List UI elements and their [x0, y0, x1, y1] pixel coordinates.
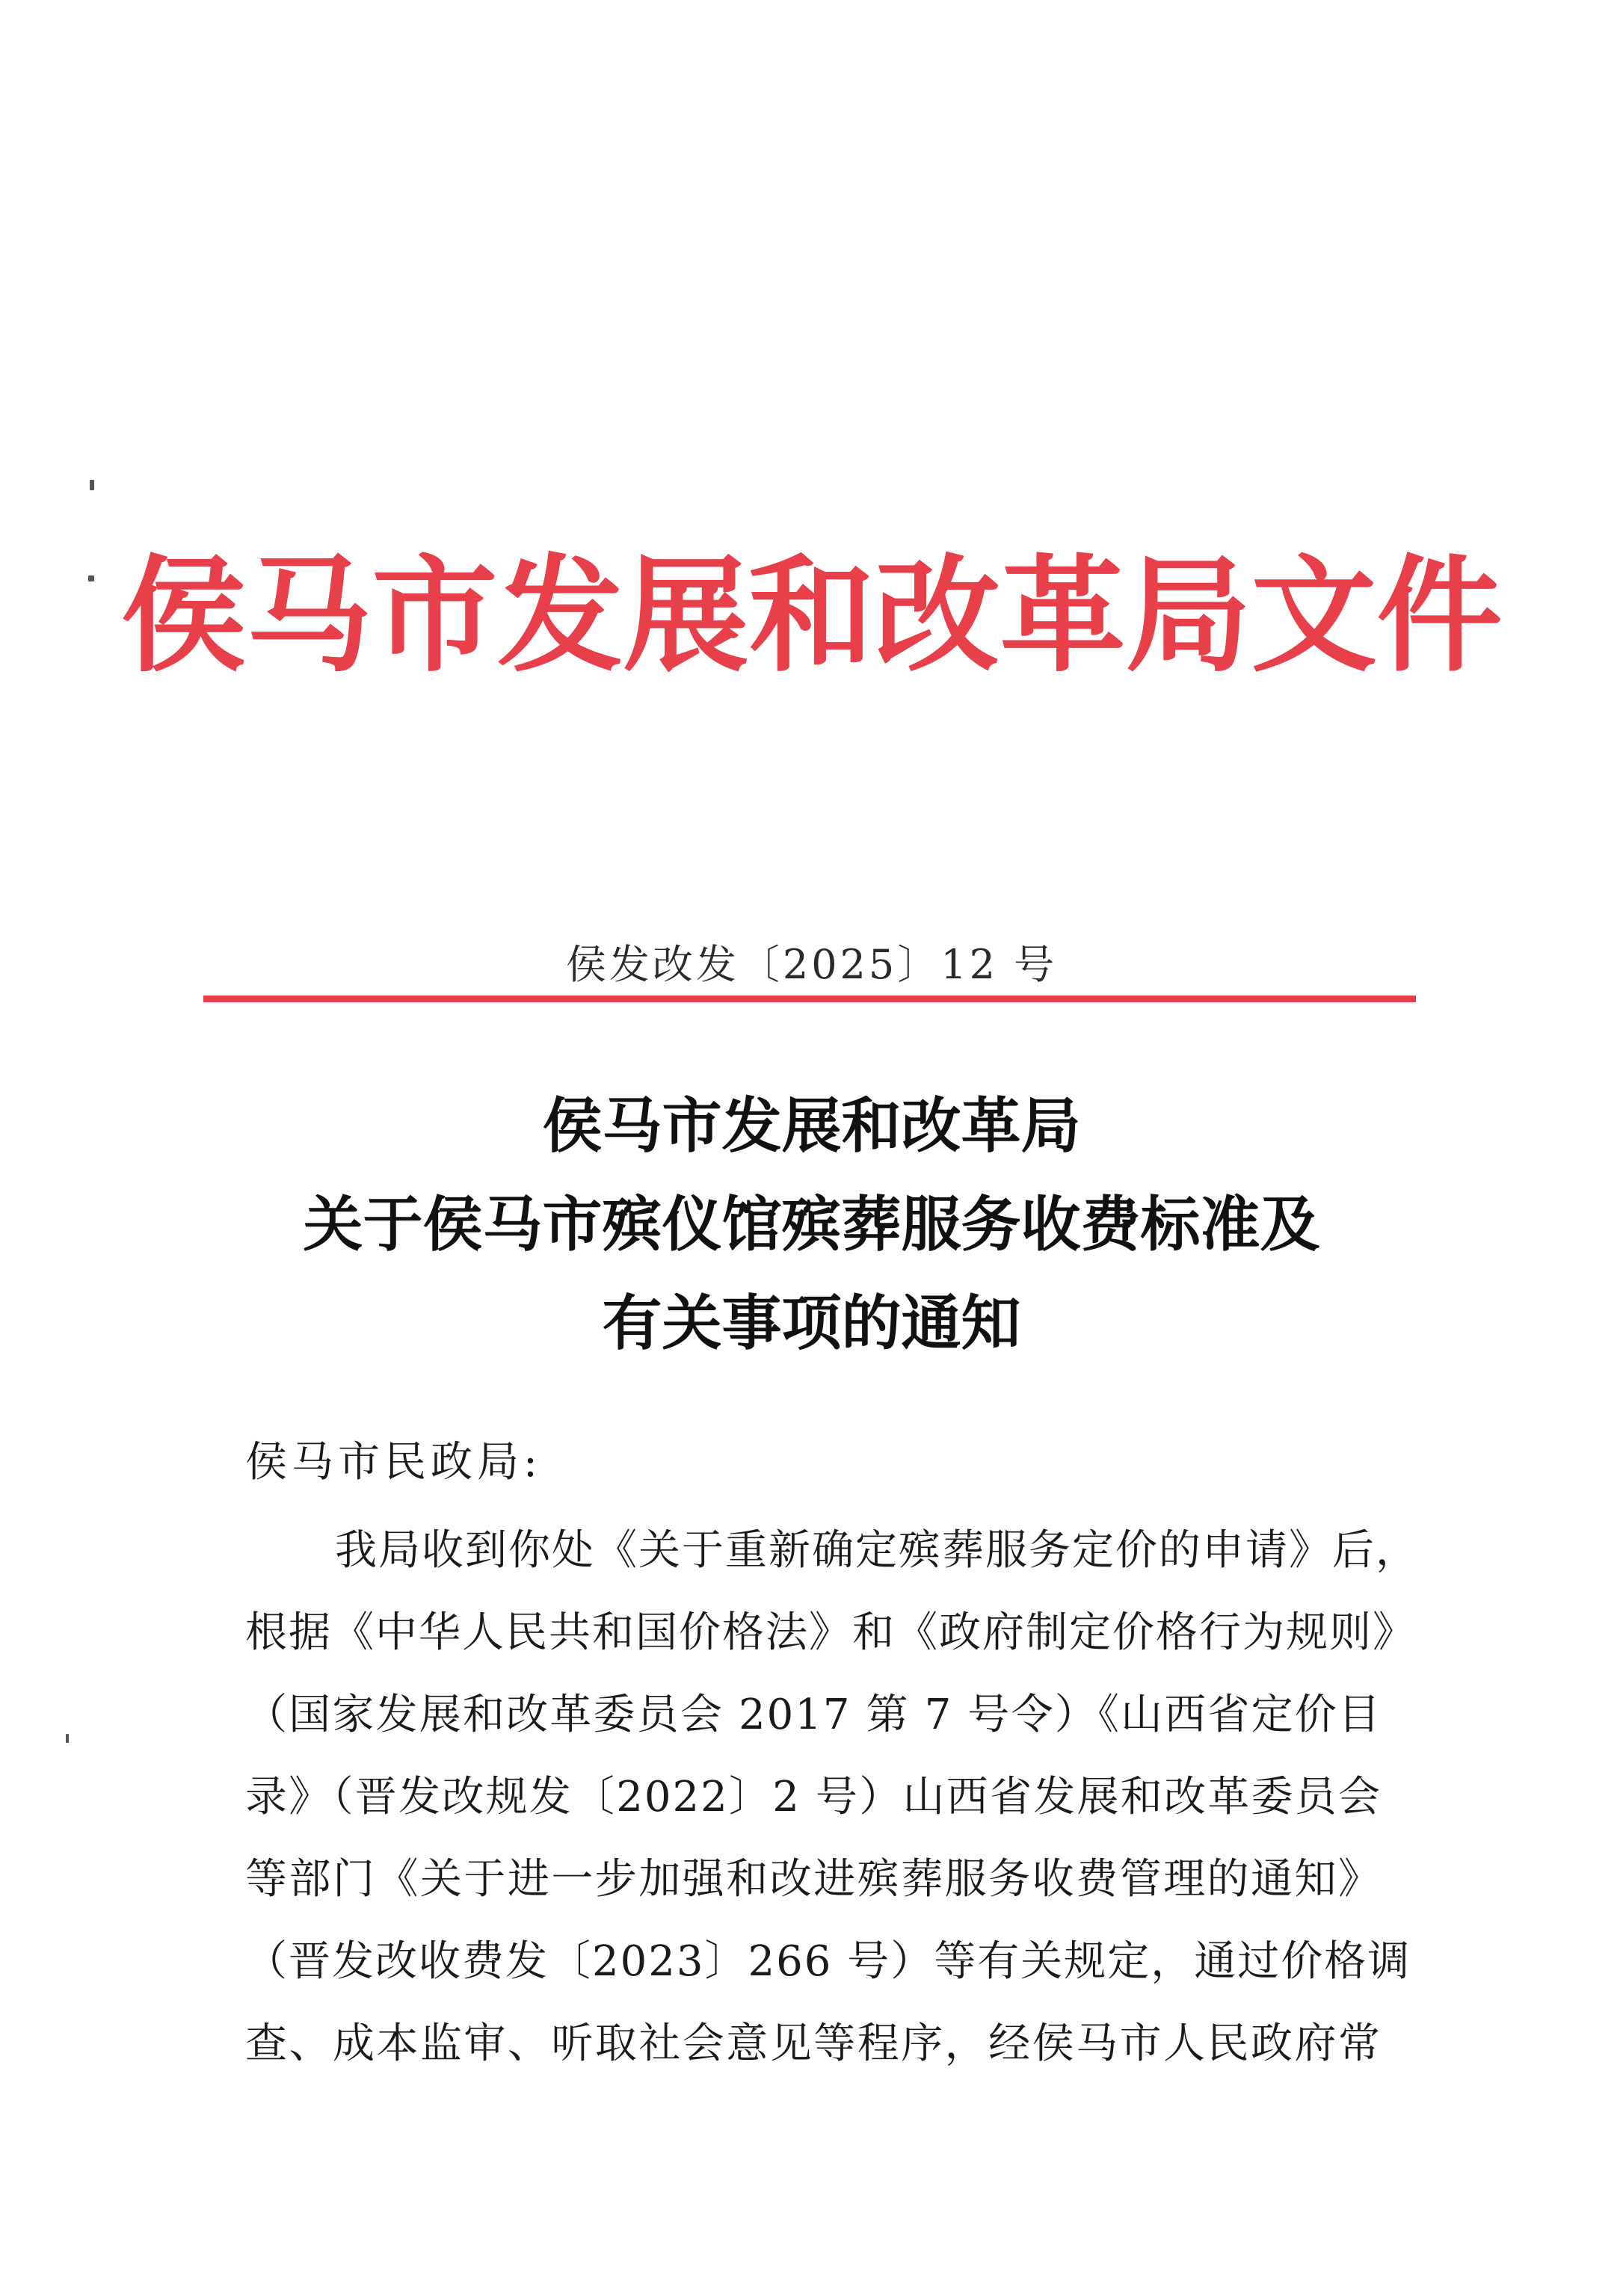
body-paragraph: [245, 1510, 1419, 2085]
masthead-title: 侯马市发展和改革局文件: [120, 543, 1503, 689]
scan-speck: [66, 1734, 69, 1743]
notice-title: [0, 1076, 1623, 1372]
body-line: 等部门《关于进一步加强和改进殡葬服务收费管理的通知》: [245, 1855, 1382, 1904]
body-line: 我局收到你处《关于重新确定殡葬服务定价的申请》后，: [335, 1526, 1419, 1575]
body-line: 录》（晋发改规发〔2022〕2 号）山西省发展和改革委员会: [245, 1773, 1382, 1821]
red-divider-rule: [203, 996, 1416, 1002]
notice-title-line-2: 关于侯马市殡仪馆殡葬服务收费标准及: [303, 1189, 1320, 1259]
body-line: （国家发展和改革委员会 2017 第 7 号令）《山西省定价目: [245, 1691, 1382, 1739]
scan-speck: [90, 480, 94, 490]
document-number: 侯发改发〔2025〕12 号: [565, 941, 1058, 988]
body-line: 根据《中华人民共和国价格法》和《政府制定价格行为规则》: [245, 1608, 1416, 1657]
notice-title-line-3: 有关事项的通知: [602, 1288, 1021, 1358]
notice-title-line-1: 侯马市发展和改革局: [542, 1090, 1081, 1161]
body-line: （晋发改收费发〔2023〕266 号）等有关规定，通过价格调: [245, 1937, 1411, 1986]
addressee: 侯马市民政局:: [245, 1438, 542, 1487]
body-line: 查、成本监审、听取社会意见等程序，经侯马市人民政府常: [245, 2019, 1382, 2068]
